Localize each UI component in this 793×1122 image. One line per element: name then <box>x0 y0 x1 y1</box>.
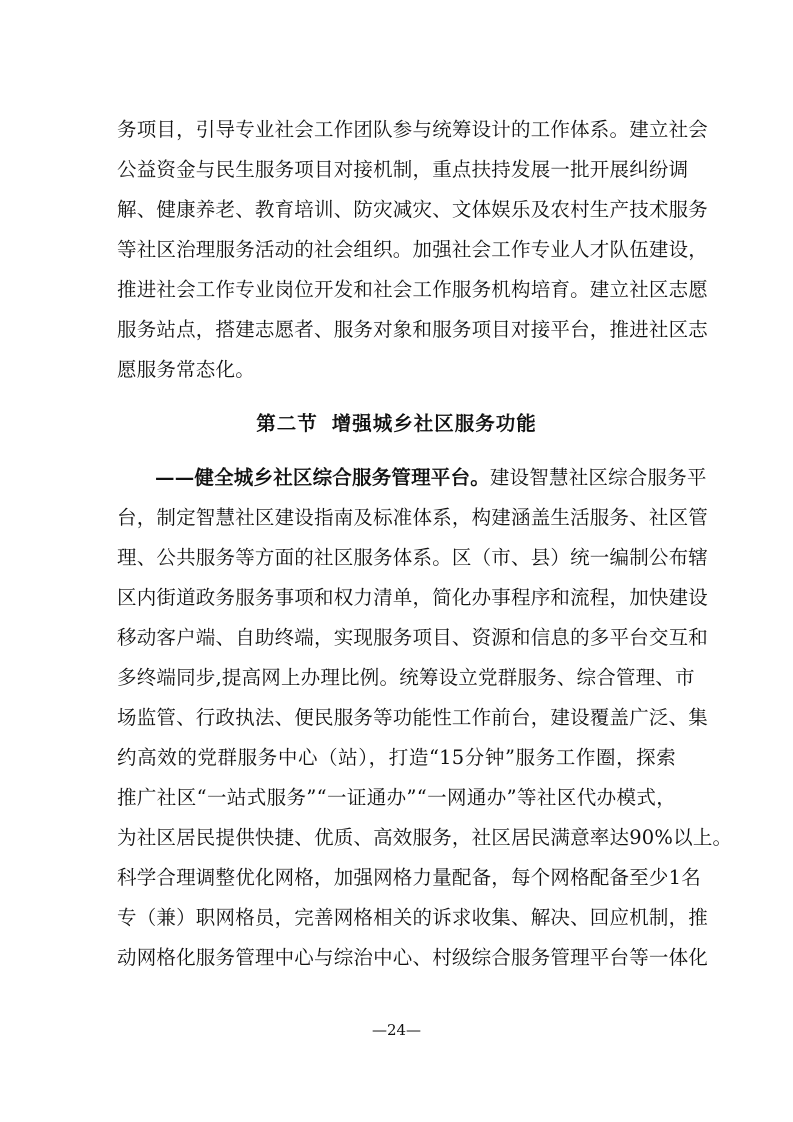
text-line: 理、公共服务等方面的社区服务体系。区（市、县）统一编制公布辖 <box>117 546 709 569</box>
section-number: 第二节 <box>256 412 318 435</box>
text-line-lead <box>155 466 707 490</box>
text-line: 专（兼）职网格员，完善网格相关的诉求收集、解决、回应机制，推 <box>117 906 709 929</box>
text-line: 公益资金与民生服务项目对接机制，重点扶持发展一批开展纠纷调 <box>117 158 689 181</box>
text-line: 约高效的党群服务中心（站），打造“15分钟”服务工作圈，探索 <box>117 746 676 769</box>
text-line: 务项目，引导专业社会工作团队参与统筹设计的工作体系。建立社会 <box>117 118 709 141</box>
text-line: 推广社区“一站式服务”“一证通办”“一网通办”等社区代办模式， <box>117 786 676 809</box>
text-line: 愿服务常态化。 <box>117 358 255 381</box>
text-line: 服务站点，搭建志愿者、服务对象和服务项目对接平台，推进社区志 <box>117 318 709 341</box>
text-line: 解、健康养老、教育培训、防灾减灾、文体娱乐及农村生产技术服务 <box>117 198 709 221</box>
lead-heading: ——健全城乡社区综合服务管理平台。 <box>155 466 490 489</box>
page-number: —24— <box>371 1021 422 1039</box>
text-line: 移动客户端、自助终端，实现服务项目、资源和信息的多平台交互和 <box>117 626 709 649</box>
text-line: 推进社会工作专业岗位开发和社会工作服务机构培育。建立社区志愿 <box>117 278 709 301</box>
lead-text: 建设智慧社区综合服务平 <box>489 466 707 489</box>
text-line: 台，制定智慧社区建设指南及标准体系，构建涵盖生活服务、社区管 <box>117 506 709 529</box>
text-line: 科学合理调整优化网格，加强网格力量配备，每个网格配备至少1名 <box>117 866 701 889</box>
section-title: 增强城乡社区服务功能 <box>331 412 537 435</box>
text-line: 动网格化服务管理中心与综治中心、村级综合服务管理平台等一体化 <box>117 946 709 969</box>
text-line: 为社区居民提供快捷、优质、高效服务，社区居民满意率达90%以上。 <box>117 826 733 849</box>
text-line: 多终端同步,提高网上办理比例。统筹设立党群服务、综合管理、市 <box>117 666 695 689</box>
text-line: 场监管、行政执法、便民服务等功能性工作前台，建设覆盖广泛、集 <box>117 706 709 729</box>
text-line: 等社区治理服务活动的社会组织。加强社会工作专业人才队伍建设， <box>117 238 709 261</box>
text-line: 区内街道政务服务事项和权力清单，简化办事程序和流程，加快建设 <box>117 586 709 609</box>
section-heading <box>0 412 793 436</box>
